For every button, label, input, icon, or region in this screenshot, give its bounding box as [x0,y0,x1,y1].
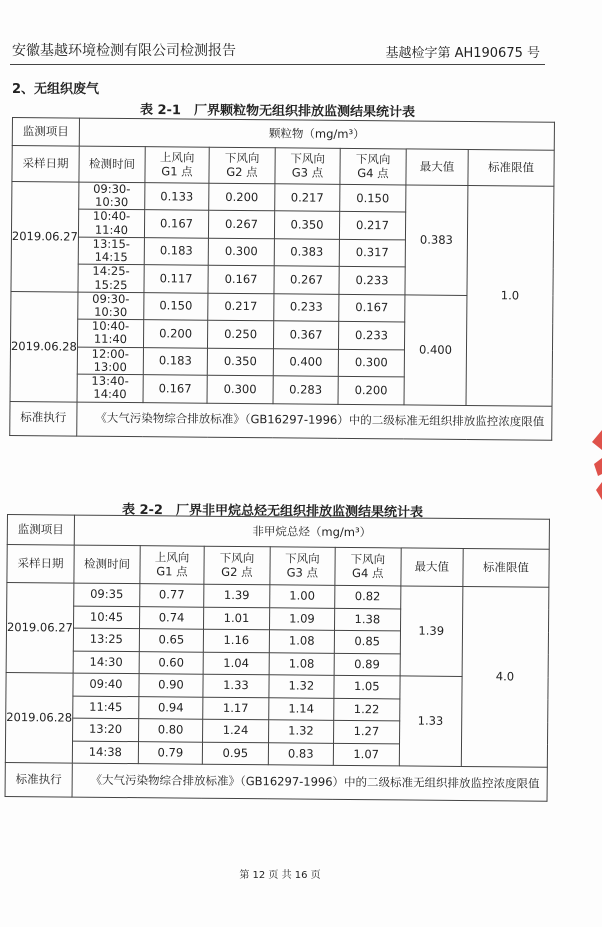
measurement-value: 0.283 [273,376,338,404]
measurement-value: 0.183 [143,347,207,375]
sample-date: 2019.06.28 [5,672,73,763]
column-header: 检测时间 [79,146,145,183]
detect-time: 10:45 [73,606,139,629]
item-row [7,515,549,550]
column-header: 最大值 [401,548,463,587]
measurement-value: 0.217 [339,212,405,240]
measurement-value: 1.33 [203,674,269,697]
measurement-value: 1.16 [203,629,269,652]
table-1-caption: 表 2-1 厂界颗粒物无组织排放监测结果统计表 [139,102,416,121]
measurement-value: 0.233 [274,294,339,322]
measurement-value: 0.150 [340,184,406,212]
measurement-value: 1.00 [270,585,335,608]
measurement-value: 1.39 [204,584,270,607]
item-value: 非甲烷总烃（mg/m³） [74,515,549,549]
measurement-value: 0.183 [144,238,208,266]
report-number: 基越检字第 AH190675 号 [385,46,540,61]
column-header: 下风向 G4 点 [340,148,406,185]
detect-time: 09:40 [73,673,139,696]
column-header: 下风向 G2 点 [204,546,270,585]
header-row [7,545,549,588]
measurement-value: 1.32 [268,720,333,743]
measurement-value: 0.317 [339,239,405,267]
column-header: 上风向 G1 点 [145,147,209,184]
column-header: 最大值 [406,149,468,186]
header-divider [10,64,545,65]
max-value: 1.39 [400,586,463,677]
column-header: 检测时间 [74,545,140,584]
column-header: 采样日期 [12,146,79,183]
detect-time: 09:30-10:30 [79,182,145,210]
detect-time: 13:20 [72,718,138,741]
column-header: 下风向 G4 点 [335,547,401,586]
column-header: 下风向 G3 点 [270,547,335,586]
measurement-value: 0.94 [139,696,203,719]
nmhc-table [5,514,550,802]
measurement-value: 0.82 [335,585,401,608]
measurement-value: 0.217 [275,184,340,212]
detect-time: 13:15-14:15 [78,237,144,265]
table-2-caption: 表 2-2 厂界非甲烷总烃无组织排放监测结果统计表 [121,502,424,521]
measurement-value: 1.27 [333,720,399,743]
column-header: 下风向 G3 点 [275,148,340,185]
column-header: 标准限值 [468,149,554,186]
item-label: 监测项目 [7,515,74,546]
measurement-value: 0.300 [207,375,273,403]
standard-limit: 1.0 [466,185,554,405]
measurement-value: 0.350 [207,348,273,376]
measurement-value: 0.383 [274,239,339,267]
measurement-value: 0.90 [139,674,203,697]
measurement-value: 1.01 [203,607,269,630]
measurement-value: 1.09 [269,607,334,630]
measurement-value: 0.77 [140,584,204,607]
red-stamp-fragment [588,430,602,500]
column-header: 上风向 G1 点 [140,546,204,585]
measurement-value: 0.350 [274,211,339,239]
detect-time: 09:30-10:30 [78,292,144,320]
measurement-value: 0.200 [338,376,404,404]
measurement-value: 0.117 [144,265,208,293]
measurement-value: 0.74 [139,606,203,629]
detect-time: 10:40-11:40 [78,210,144,238]
measurement-value: 0.95 [202,742,268,765]
detect-time: 14:38 [72,741,138,764]
measurement-value: 1.32 [269,675,334,698]
measurement-value: 0.367 [273,321,338,349]
detect-time: 14:30 [73,651,139,674]
measurement-value: 1.04 [203,652,269,675]
standard-row [5,762,547,801]
detect-time: 13:25 [73,628,139,651]
measurement-value: 0.267 [208,211,274,239]
measurement-value: 0.167 [144,210,208,238]
header-row [12,146,554,187]
company-header: 安徽基越环境检测有限公司检测报告 [12,43,236,59]
measurement-value: 1.08 [269,630,334,653]
measurement-value: 0.80 [139,719,203,742]
item-value: 颗粒物（mg/m³） [79,118,554,150]
column-header: 标准限值 [463,548,550,587]
column-header: 采样日期 [7,545,74,584]
measurement-value: 0.200 [209,183,275,211]
max-value: 0.383 [405,185,468,295]
detect-time: 11:45 [73,696,139,719]
measurement-value: 0.89 [334,653,400,676]
sample-date: 2019.06.27 [11,182,79,292]
section-title: 2、无组织废气 [12,82,100,97]
measurement-value: 0.167 [143,375,207,403]
measurement-value: 1.22 [334,698,400,721]
standard-text: 《大气污染物综合排放标准》（GB16297-1996）中的二级标准无组织排放监控浓度限值 [77,402,552,440]
item-label: 监测项目 [12,118,79,147]
measurement-value: 0.400 [273,348,338,376]
standard-limit: 4.0 [461,586,549,767]
measurement-value: 1.05 [334,675,400,698]
sample-date: 2019.06.28 [10,291,78,401]
measurement-value: 0.133 [145,183,209,211]
measurement-value: 0.167 [208,266,274,294]
detect-time: 14:25-15:25 [78,264,144,292]
measurement-value: 0.250 [207,320,273,348]
measurement-value: 0.79 [138,741,202,764]
max-value: 1.33 [399,676,462,767]
column-header: 下风向 G2 点 [209,147,275,184]
measurement-value: 1.24 [202,719,268,742]
detect-time: 09:35 [74,583,140,606]
standard-label: 标准执行 [10,401,77,436]
measurement-value: 0.233 [338,322,404,350]
max-value: 0.400 [404,295,467,405]
measurement-value: 0.83 [268,742,333,765]
measurement-value: 1.07 [333,743,399,766]
measurement-value: 1.14 [269,697,334,720]
measurement-value: 1.17 [203,697,269,720]
standard-row [10,401,552,440]
standard-label: 标准执行 [5,762,72,797]
sample-date: 2019.06.27 [6,583,74,674]
measurement-value: 0.167 [339,294,405,322]
measurement-value: 0.300 [338,349,404,377]
measurement-value: 0.65 [139,629,203,652]
measurement-value: 0.233 [339,267,405,295]
page-number: 第 12 页 共 16 页 [239,870,321,881]
standard-text: 《大气污染物综合排放标准》（GB16297-1996）中的二级标准无组织排放监控浓度限值 [72,763,547,801]
measurement-value: 0.267 [274,266,339,294]
detect-time: 12:00-13:00 [77,347,143,375]
measurement-value: 1.08 [269,652,334,675]
detect-time: 13:40-14:40 [77,374,143,402]
measurement-value: 0.200 [143,320,207,348]
particulate-table [9,117,555,440]
detect-time: 10:40-11:40 [77,319,143,347]
measurement-value: 0.300 [208,238,274,266]
measurement-value: 0.85 [334,630,400,653]
measurement-value: 0.60 [139,651,203,674]
measurement-value: 1.38 [334,608,400,631]
measurement-value: 0.150 [144,292,208,320]
measurement-value: 0.217 [208,293,274,321]
